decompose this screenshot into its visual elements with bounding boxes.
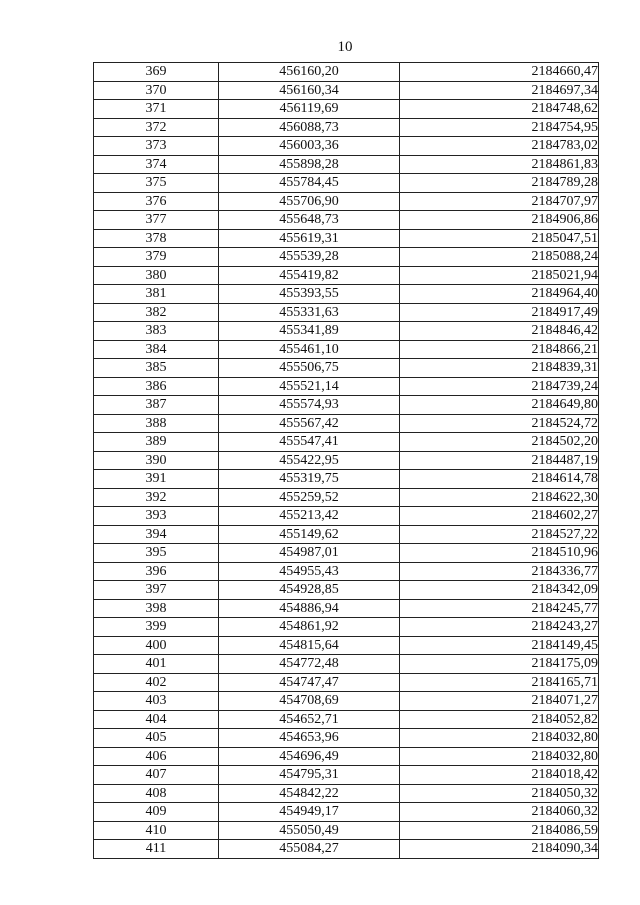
table-row [94, 211, 599, 230]
y-coordinate-cell: 2184052,82 [400, 710, 599, 729]
x-coordinate-cell: 455331,63 [219, 303, 400, 322]
y-coordinate-cell: 2184060,32 [400, 803, 599, 822]
point-number-cell: 394 [94, 525, 219, 544]
y-coordinate-cell: 2184754,95 [400, 118, 599, 137]
x-coordinate-cell: 455574,93 [219, 396, 400, 415]
y-coordinate-cell: 2184861,83 [400, 155, 599, 174]
table-row [94, 377, 599, 396]
y-coordinate-cell: 2184018,42 [400, 766, 599, 785]
point-number-cell: 375 [94, 174, 219, 193]
x-coordinate-cell: 455461,10 [219, 340, 400, 359]
table-row [94, 821, 599, 840]
table-row [94, 63, 599, 82]
y-coordinate-cell: 2184622,30 [400, 488, 599, 507]
y-coordinate-cell: 2184789,28 [400, 174, 599, 193]
point-number-cell: 377 [94, 211, 219, 230]
point-number-cell: 396 [94, 562, 219, 581]
y-coordinate-cell: 2184336,77 [400, 562, 599, 581]
point-number-cell: 371 [94, 100, 219, 119]
y-coordinate-cell: 2184090,34 [400, 840, 599, 859]
point-number-cell: 405 [94, 729, 219, 748]
x-coordinate-cell: 455319,75 [219, 470, 400, 489]
y-coordinate-cell: 2184245,77 [400, 599, 599, 618]
table-row [94, 155, 599, 174]
y-coordinate-cell: 2184050,32 [400, 784, 599, 803]
point-number-cell: 402 [94, 673, 219, 692]
table-row [94, 174, 599, 193]
point-number-cell: 390 [94, 451, 219, 470]
y-coordinate-cell: 2184602,27 [400, 507, 599, 526]
x-coordinate-cell: 454653,96 [219, 729, 400, 748]
x-coordinate-cell: 454987,01 [219, 544, 400, 563]
x-coordinate-cell: 454747,47 [219, 673, 400, 692]
table-row [94, 636, 599, 655]
table-row [94, 81, 599, 100]
point-number-cell: 373 [94, 137, 219, 156]
y-coordinate-cell: 2184839,31 [400, 359, 599, 378]
table-row [94, 747, 599, 766]
x-coordinate-cell: 454772,48 [219, 655, 400, 674]
table-row [94, 618, 599, 637]
table-row [94, 710, 599, 729]
x-coordinate-cell: 455419,82 [219, 266, 400, 285]
table-row [94, 803, 599, 822]
coordinates-table-body [94, 63, 599, 859]
x-coordinate-cell: 455521,14 [219, 377, 400, 396]
table-row [94, 692, 599, 711]
x-coordinate-cell: 455050,49 [219, 821, 400, 840]
point-number-cell: 386 [94, 377, 219, 396]
x-coordinate-cell: 456160,20 [219, 63, 400, 82]
y-coordinate-cell: 2184510,96 [400, 544, 599, 563]
point-number-cell: 409 [94, 803, 219, 822]
point-number-cell: 374 [94, 155, 219, 174]
x-coordinate-cell: 456160,34 [219, 81, 400, 100]
point-number-cell: 406 [94, 747, 219, 766]
table-row [94, 766, 599, 785]
point-number-cell: 393 [94, 507, 219, 526]
x-coordinate-cell: 455648,73 [219, 211, 400, 230]
y-coordinate-cell: 2184071,27 [400, 692, 599, 711]
y-coordinate-cell: 2184697,34 [400, 81, 599, 100]
x-coordinate-cell: 455422,95 [219, 451, 400, 470]
point-number-cell: 369 [94, 63, 219, 82]
point-number-cell: 401 [94, 655, 219, 674]
y-coordinate-cell: 2184032,80 [400, 747, 599, 766]
x-coordinate-cell: 454949,17 [219, 803, 400, 822]
x-coordinate-cell: 454928,85 [219, 581, 400, 600]
table-row [94, 340, 599, 359]
x-coordinate-cell: 454815,64 [219, 636, 400, 655]
x-coordinate-cell: 454886,94 [219, 599, 400, 618]
table-row [94, 562, 599, 581]
point-number-cell: 387 [94, 396, 219, 415]
point-number-cell: 379 [94, 248, 219, 267]
point-number-cell: 376 [94, 192, 219, 211]
y-coordinate-cell: 2184032,80 [400, 729, 599, 748]
y-coordinate-cell: 2184149,45 [400, 636, 599, 655]
y-coordinate-cell: 2184649,80 [400, 396, 599, 415]
table-row [94, 248, 599, 267]
table-row [94, 840, 599, 859]
x-coordinate-cell: 455213,42 [219, 507, 400, 526]
x-coordinate-cell: 455393,55 [219, 285, 400, 304]
x-coordinate-cell: 455259,52 [219, 488, 400, 507]
table-row [94, 192, 599, 211]
x-coordinate-cell: 455898,28 [219, 155, 400, 174]
x-coordinate-cell: 454708,69 [219, 692, 400, 711]
point-number-cell: 411 [94, 840, 219, 859]
x-coordinate-cell: 455784,45 [219, 174, 400, 193]
table-row [94, 285, 599, 304]
y-coordinate-cell: 2184502,20 [400, 433, 599, 452]
x-coordinate-cell: 454696,49 [219, 747, 400, 766]
x-coordinate-cell: 454842,22 [219, 784, 400, 803]
table-row [94, 433, 599, 452]
point-number-cell: 378 [94, 229, 219, 248]
y-coordinate-cell: 2184086,59 [400, 821, 599, 840]
point-number-cell: 383 [94, 322, 219, 341]
y-coordinate-cell: 2184487,19 [400, 451, 599, 470]
point-number-cell: 385 [94, 359, 219, 378]
y-coordinate-cell: 2184917,49 [400, 303, 599, 322]
y-coordinate-cell: 2184165,71 [400, 673, 599, 692]
y-coordinate-cell: 2185088,24 [400, 248, 599, 267]
point-number-cell: 408 [94, 784, 219, 803]
page-number: 10 [337, 39, 353, 55]
y-coordinate-cell: 2184748,62 [400, 100, 599, 119]
table-row [94, 673, 599, 692]
x-coordinate-cell: 456088,73 [219, 118, 400, 137]
point-number-cell: 381 [94, 285, 219, 304]
x-coordinate-cell: 455149,62 [219, 525, 400, 544]
table-row [94, 488, 599, 507]
y-coordinate-cell: 2184783,02 [400, 137, 599, 156]
y-coordinate-cell: 2184866,21 [400, 340, 599, 359]
x-coordinate-cell: 454861,92 [219, 618, 400, 637]
point-number-cell: 370 [94, 81, 219, 100]
table-row [94, 729, 599, 748]
table-row [94, 414, 599, 433]
x-coordinate-cell: 456003,36 [219, 137, 400, 156]
x-coordinate-cell: 454955,43 [219, 562, 400, 581]
point-number-cell: 388 [94, 414, 219, 433]
x-coordinate-cell: 455506,75 [219, 359, 400, 378]
point-number-cell: 407 [94, 766, 219, 785]
table-row [94, 229, 599, 248]
table-row [94, 266, 599, 285]
point-number-cell: 382 [94, 303, 219, 322]
table-row [94, 396, 599, 415]
x-coordinate-cell: 455084,27 [219, 840, 400, 859]
x-coordinate-cell: 455567,42 [219, 414, 400, 433]
x-coordinate-cell: 455706,90 [219, 192, 400, 211]
y-coordinate-cell: 2184964,40 [400, 285, 599, 304]
x-coordinate-cell: 456119,69 [219, 100, 400, 119]
point-number-cell: 397 [94, 581, 219, 600]
y-coordinate-cell: 2184342,09 [400, 581, 599, 600]
y-coordinate-cell: 2184660,47 [400, 63, 599, 82]
x-coordinate-cell: 454795,31 [219, 766, 400, 785]
y-coordinate-cell: 2184527,22 [400, 525, 599, 544]
y-coordinate-cell: 2185047,51 [400, 229, 599, 248]
table-row [94, 322, 599, 341]
point-number-cell: 403 [94, 692, 219, 711]
y-coordinate-cell: 2185021,94 [400, 266, 599, 285]
table-row [94, 507, 599, 526]
table-row [94, 470, 599, 489]
point-number-cell: 372 [94, 118, 219, 137]
table-row [94, 581, 599, 600]
point-number-cell: 384 [94, 340, 219, 359]
point-number-cell: 410 [94, 821, 219, 840]
y-coordinate-cell: 2184906,86 [400, 211, 599, 230]
point-number-cell: 391 [94, 470, 219, 489]
table-row [94, 451, 599, 470]
coordinates-table [93, 62, 599, 859]
point-number-cell: 389 [94, 433, 219, 452]
table-row [94, 655, 599, 674]
point-number-cell: 399 [94, 618, 219, 637]
y-coordinate-cell: 2184243,27 [400, 618, 599, 637]
table-row [94, 784, 599, 803]
point-number-cell: 380 [94, 266, 219, 285]
y-coordinate-cell: 2184524,72 [400, 414, 599, 433]
table-row [94, 303, 599, 322]
table-row [94, 118, 599, 137]
x-coordinate-cell: 455341,89 [219, 322, 400, 341]
y-coordinate-cell: 2184175,09 [400, 655, 599, 674]
y-coordinate-cell: 2184846,42 [400, 322, 599, 341]
x-coordinate-cell: 454652,71 [219, 710, 400, 729]
point-number-cell: 400 [94, 636, 219, 655]
y-coordinate-cell: 2184739,24 [400, 377, 599, 396]
x-coordinate-cell: 455547,41 [219, 433, 400, 452]
point-number-cell: 404 [94, 710, 219, 729]
table-row [94, 544, 599, 563]
point-number-cell: 392 [94, 488, 219, 507]
x-coordinate-cell: 455619,31 [219, 229, 400, 248]
point-number-cell: 398 [94, 599, 219, 618]
x-coordinate-cell: 455539,28 [219, 248, 400, 267]
y-coordinate-cell: 2184707,97 [400, 192, 599, 211]
table-row [94, 359, 599, 378]
table-row [94, 525, 599, 544]
table-row [94, 100, 599, 119]
table-row [94, 137, 599, 156]
table-row [94, 599, 599, 618]
point-number-cell: 395 [94, 544, 219, 563]
y-coordinate-cell: 2184614,78 [400, 470, 599, 489]
